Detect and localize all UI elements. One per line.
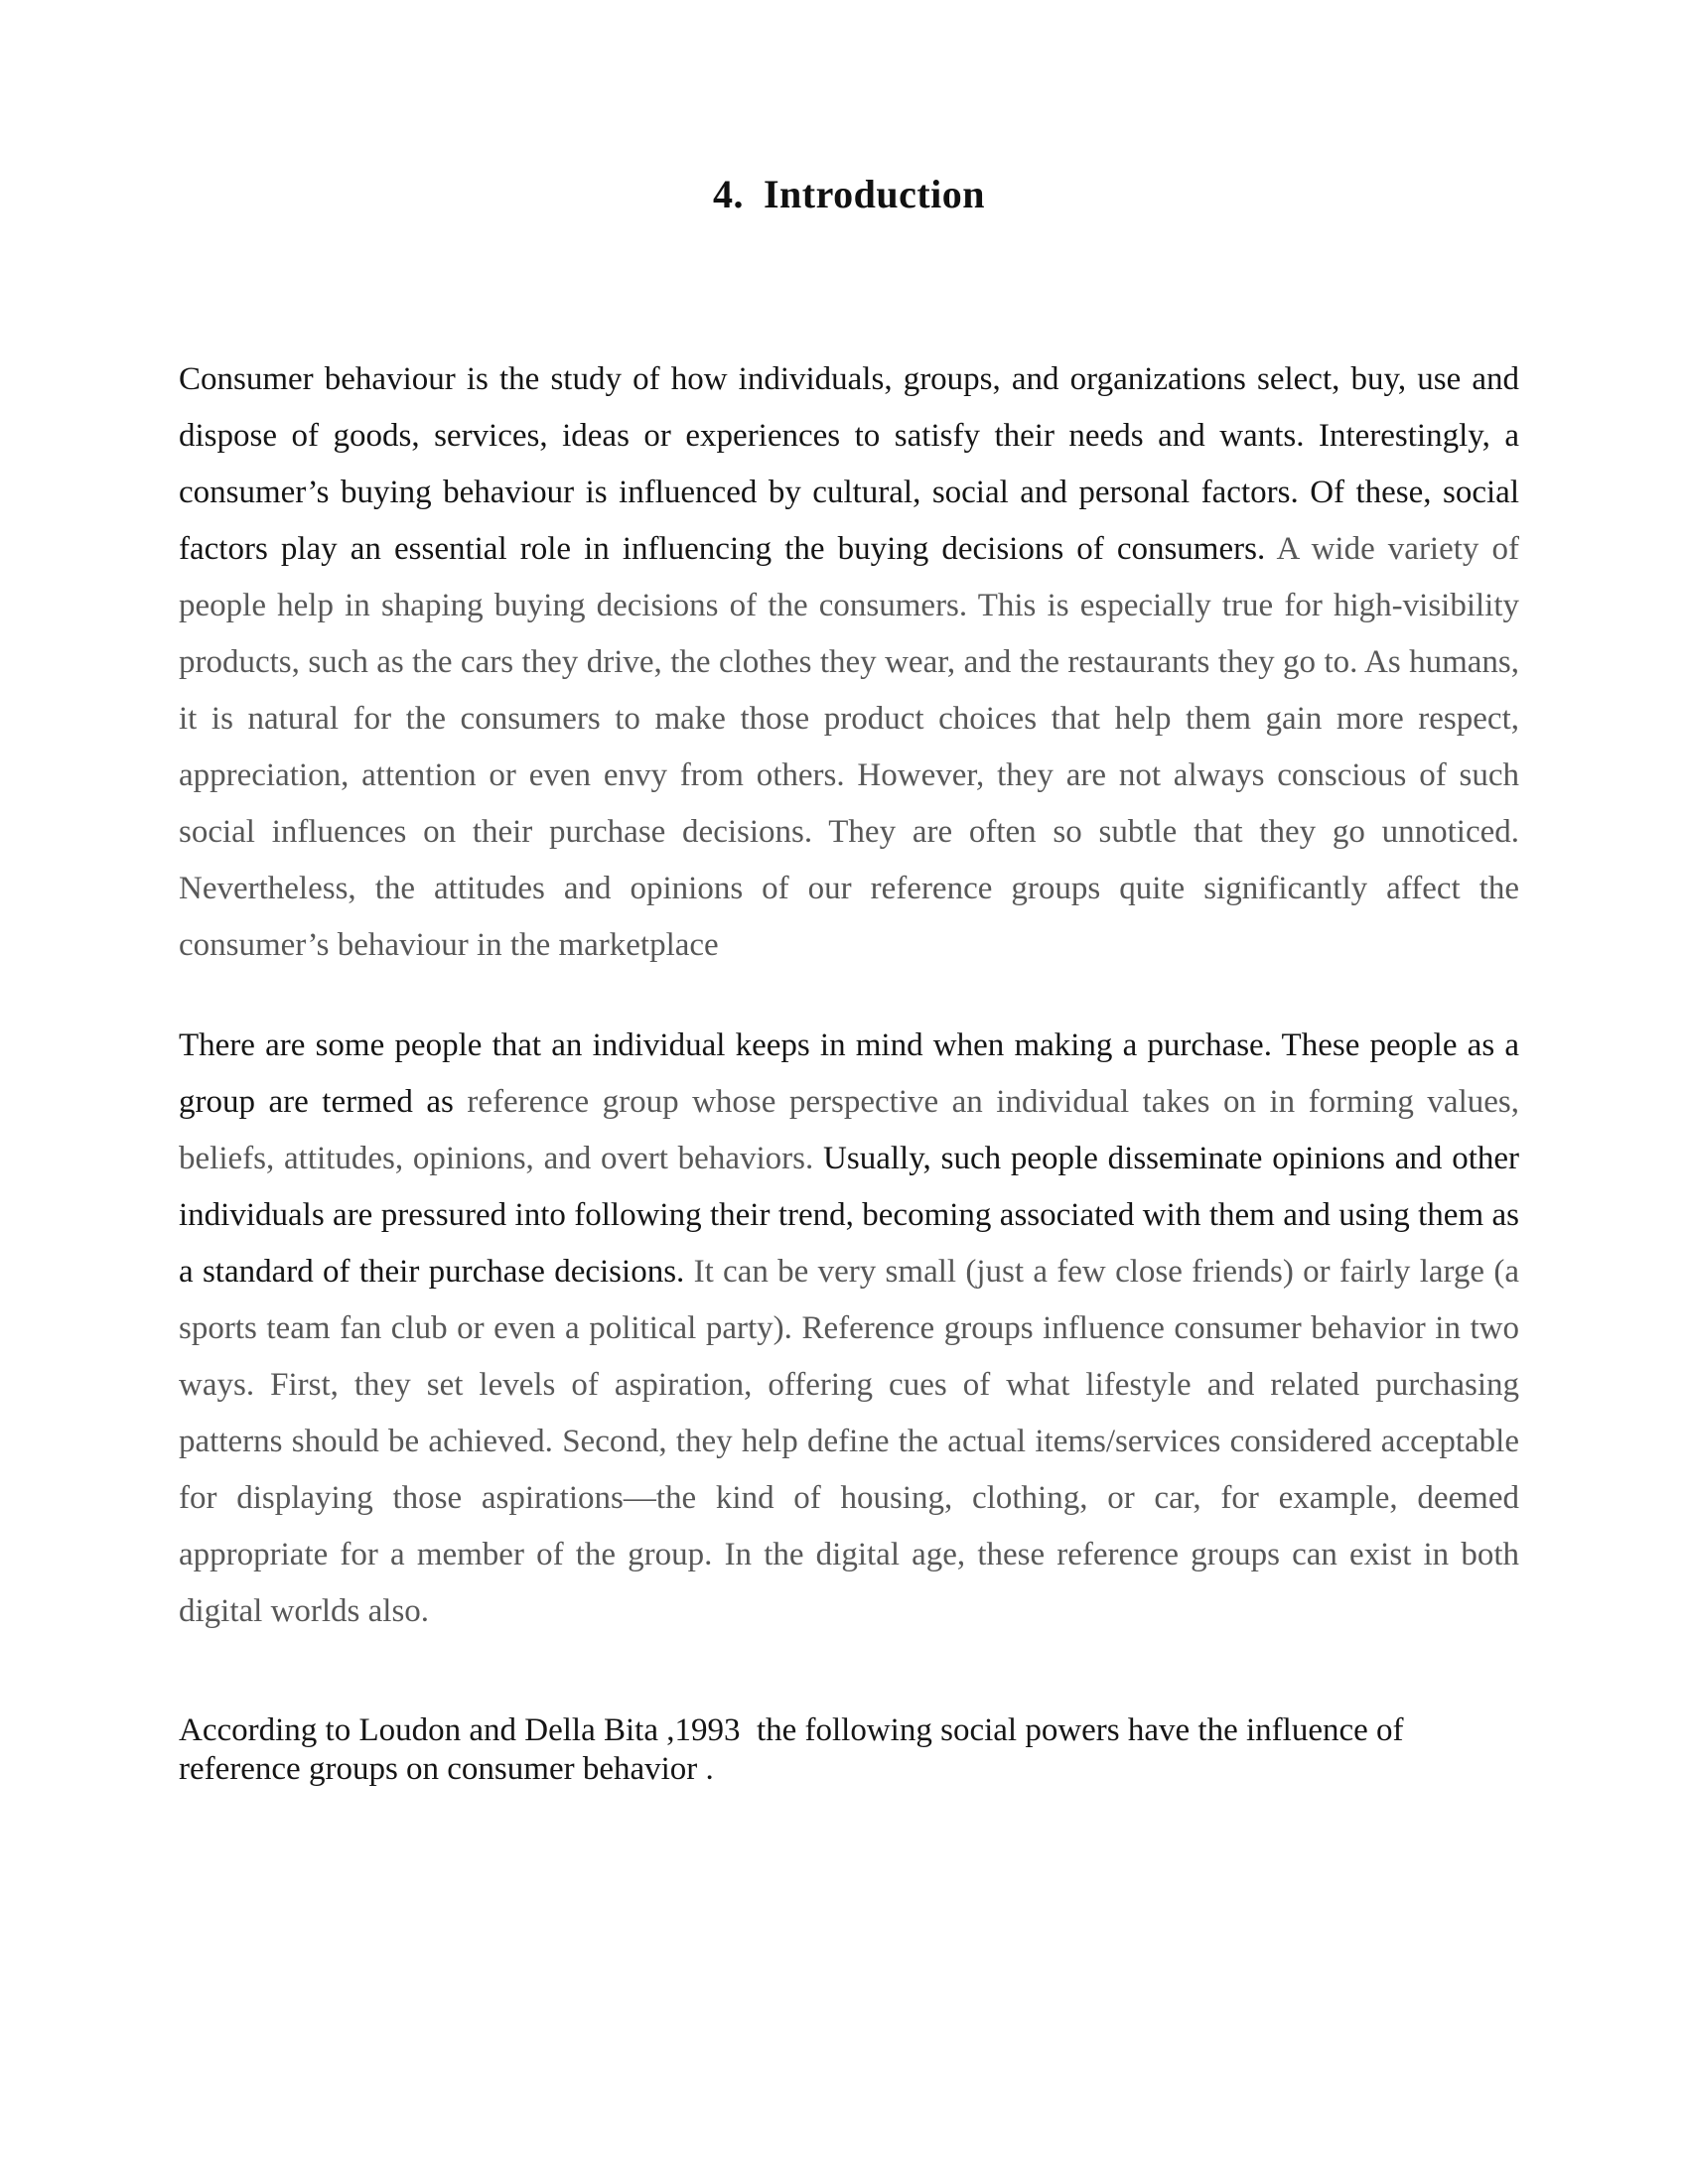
text-run: According to Loudon and Della Bita ,1993 the following social powers have the influence of reference groups on consumer behavior .: [179, 1712, 1412, 1787]
text-run: Consumer behaviour is the study of how individuals, groups, and organizations select, buy, use and dispose of goods, services, ideas or experiences to satisfy their needs and wants. Interestingly, a consumer’s buying behaviour is influenced by cultural, social and personal factors. Of these, social factors play an essential role in influencing the buying decisions of consumers.: [179, 361, 1519, 567]
text-run: A wide variety of people help in shaping buying decisions of the consumers. This is especially true for high-visibility products, such as the cars they drive, the clothes they wear, and the restaurants they go to. As humans, it is natural for the consumers to make those product choices that help them gain more respect, appreciation, attention or even envy from others. However, they are not always conscious of such social influences on their purchase decisions. They are often so subtle that they go unnoticed. Nevertheless, the attitudes and opinions of our reference groups quite significantly affect the consumer’s behaviour in the marketplace: [179, 531, 1519, 963]
text-run: Usually, such people disseminate opinions and other individuals are pressured into following their trend, becoming associated with them and using them as a standard of their purchase decisions.: [179, 1141, 1519, 1290]
text-run: There are some people that an individual keeps in mind when making a purchase. These people as a group are termed as: [179, 1027, 1519, 1120]
paragraph-citation: [179, 1711, 1519, 1789]
section-title: [179, 171, 1519, 218]
text-run: It can be very small (just a few close friends) or fairly large (a sports team fan club or even a political party). Reference groups influence consumer behavior in two ways. First, they set levels of aspiration, offering cues of what lifestyle and related purchasing patterns should be achieved. Second, they help define the actual items/services considered acceptable for displaying those aspirations—the kind of housing, clothing, or car, for example, deemed appropriate for a member of the group. In the digital age, these reference groups can exist in both digital worlds also.: [179, 1254, 1519, 1629]
section-title-text: Introduction: [763, 172, 986, 216]
paragraph-reference-group: [179, 1018, 1519, 1640]
section-number: 4.: [712, 172, 744, 216]
text-run: reference group whose perspective an individual takes on in forming values, beliefs, attitudes, opinions, and overt behaviors.: [179, 1084, 1519, 1176]
paragraph-consumer-behaviour: [179, 351, 1519, 974]
